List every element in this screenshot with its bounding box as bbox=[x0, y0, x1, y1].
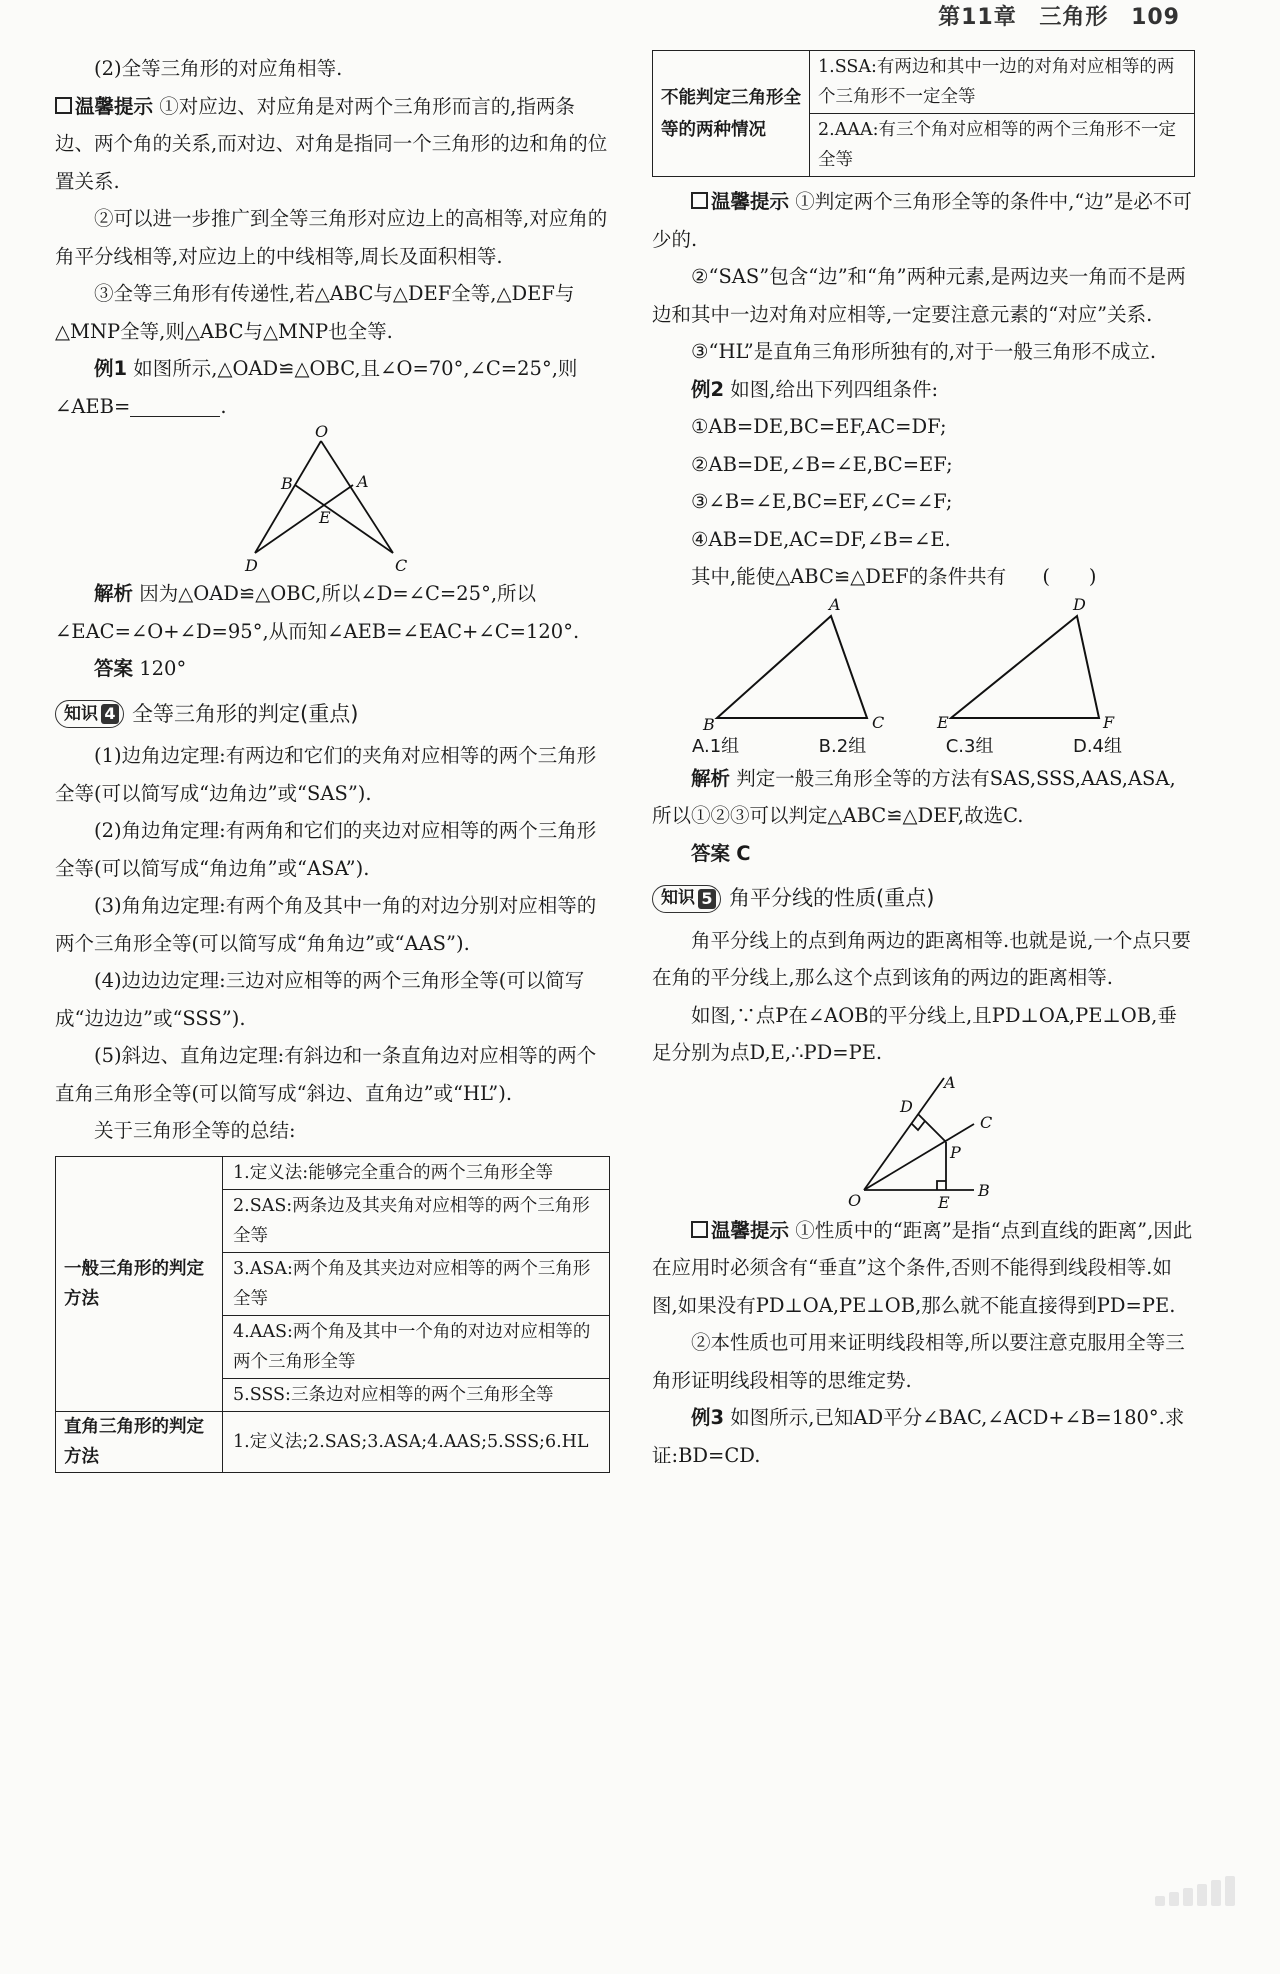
option-b: B.2组 bbox=[818, 735, 867, 757]
table-cell: 2.SAS:两条边及其夹角对应相等的两个三角形全等 bbox=[223, 1189, 610, 1252]
tip-text: ③“HL”是直角三角形所独有的,对于一般三角形不成立. bbox=[691, 340, 1157, 363]
example-label: 例1 bbox=[94, 357, 128, 380]
rule-hl: (5)斜边、直角边定理:有斜边和一条直角边对应相等的两个直角三角形全等(可以简写成“斜边、直角边”或“HL”). bbox=[55, 1044, 597, 1105]
tip-text: ②可以进一步推广到全等三角形对应边上的高相等,对应角的角平分线相等,对应边上的中线相等,周长及面积相等. bbox=[55, 207, 608, 268]
condition-2: ②AB=DE,∠B=∠E,BC=EF; bbox=[691, 452, 953, 476]
example-label: 例2 bbox=[691, 377, 725, 401]
section-heading-4 bbox=[55, 696, 610, 734]
tip-box-icon bbox=[691, 192, 708, 209]
left-column bbox=[55, 50, 610, 1473]
example-text: 如图所示,已知AD平分∠BAC,∠ACD+∠B=180°.求证:BD=CD. bbox=[652, 1406, 1185, 1467]
paragraph: 如图,∵点P在∠AOB的平分线上,且PD⊥OA,PE⊥OB,垂足分别为点D,E,∴PD=PE. bbox=[652, 1003, 1177, 1064]
tip-text: ②本性质也可用来证明线段相等,所以要注意克服用全等三角形证明线段相等的思维定势. bbox=[652, 1331, 1185, 1392]
chapter-label: 第11章 bbox=[938, 5, 1017, 30]
right-angle-mark-e bbox=[937, 1181, 946, 1190]
point-label-e: E bbox=[936, 712, 949, 732]
answer-label: 答案 bbox=[94, 657, 134, 680]
condition-4: ④AB=DE,AC=DF,∠B=∠E. bbox=[691, 527, 951, 551]
segment-pd bbox=[918, 1114, 946, 1142]
point-label-e: E bbox=[937, 1192, 950, 1212]
rule-sas: (1)边角边定理:有两边和它们的夹角对应相等的两个三角形全等(可以简写成“边角边”或“SAS”). bbox=[55, 744, 597, 805]
figure-triangles-ex2 bbox=[689, 596, 1159, 734]
point-label-o: O bbox=[314, 425, 328, 441]
point-label-a: A bbox=[943, 1072, 956, 1092]
non-congruent-table bbox=[652, 50, 1195, 177]
point-label-c: C bbox=[871, 712, 884, 732]
point-label-d: D bbox=[1072, 595, 1086, 614]
tip-text: ①性质中的“距离”是指“点到直线的距离”,因此在应用时必须含有“垂直”这个条件,否则不能得到线段相等.如图,如果没有PD⊥OA,PE⊥OB,那么就不能直接得到PD=PE. bbox=[652, 1218, 1193, 1317]
answer-value: C bbox=[736, 841, 751, 865]
tip-label: 温馨提示 bbox=[55, 95, 153, 118]
option-a: A.1组 bbox=[692, 735, 740, 757]
point-label-b: B bbox=[280, 474, 293, 493]
section-number: 4 bbox=[101, 704, 119, 724]
question-text: 其中,能使△ABC≌△DEF的条件共有 bbox=[691, 565, 1007, 588]
rule-aas: (3)角角边定理:有两个角及其中一角的对边分别对应相等的两个三角形全等(可以简写成“角角边”或“AAS”). bbox=[55, 894, 597, 955]
paragraph: 角平分线上的点到角两边的距离相等.也就是说,一个点只要在角的平分线上,那么这个点到该角的两边的距离相等. bbox=[652, 928, 1191, 989]
section-tag: 知识 4 bbox=[55, 700, 124, 728]
answer-paren: ( ) bbox=[1042, 565, 1097, 588]
point-label-o: O bbox=[847, 1190, 861, 1210]
section-heading-5 bbox=[652, 880, 1195, 918]
tip-text: ②“SAS”包含“边”和“角”两种元素,是两边夹一角而不是两边和其中一边对角对应相等,一定要注意元素的“对应”关系. bbox=[652, 265, 1186, 326]
summary-intro: 关于三角形全等的总结: bbox=[94, 1119, 296, 1142]
answer-label: 答案 bbox=[691, 841, 731, 865]
solution-label: 解析 bbox=[691, 766, 731, 790]
table-header-cannot-judge: 不能判定三角形全等的两种情况 bbox=[653, 51, 810, 177]
point-label-b: B bbox=[977, 1180, 990, 1200]
point-label-b: B bbox=[702, 714, 715, 734]
right-column bbox=[652, 50, 1195, 1474]
solution bbox=[55, 575, 610, 650]
tip-paragraph bbox=[652, 1212, 1195, 1325]
solution-label: 解析 bbox=[94, 582, 134, 605]
table-cell: 4.AAS:两个角及其中一个角的对边对应相等的两个三角形全等 bbox=[223, 1315, 610, 1378]
point-label-e: E bbox=[318, 508, 331, 527]
rule-sss: (4)边边边定理:三边对应相等的两个三角形全等(可以简写成“边边边”或“SSS”). bbox=[55, 969, 585, 1030]
paragraph: (2)全等三角形的对应角相等. bbox=[94, 57, 343, 80]
option-d: D.4组 bbox=[1072, 735, 1122, 757]
point-label-c: C bbox=[394, 556, 407, 575]
point-label-p: P bbox=[949, 1142, 961, 1162]
condition-3: ③∠B=∠E,BC=EF,∠C=∠F; bbox=[691, 490, 953, 513]
section-tag: 知识 5 bbox=[652, 885, 721, 913]
section-number: 5 bbox=[698, 889, 716, 909]
example-question bbox=[652, 371, 1195, 409]
summary-table bbox=[55, 1156, 610, 1473]
triangle-def bbox=[951, 616, 1099, 718]
tip-paragraph bbox=[55, 88, 610, 201]
example-text: 如图,给出下列四组条件: bbox=[730, 377, 939, 401]
example-text: 如图所示,△OAD≌△OBC,且∠O=70°,∠C=25°,则∠AEB= bbox=[55, 357, 578, 418]
segment-da bbox=[255, 485, 353, 553]
answer-blank bbox=[130, 396, 220, 417]
answer bbox=[55, 650, 610, 688]
solution-text: 判定一般三角形全等的方法有SAS,SSS,AAS,ASA,所以①②③可以判定△ABC≌△DEF,故选C. bbox=[652, 766, 1176, 827]
point-label-a: A bbox=[828, 595, 841, 614]
figure-triangles-ex1 bbox=[233, 425, 433, 575]
figure-angle-bisector bbox=[834, 1072, 1014, 1212]
corner-decoration bbox=[1155, 1876, 1235, 1906]
tip-label: 温馨提示 bbox=[691, 190, 789, 213]
answer-value: 120° bbox=[139, 657, 187, 680]
example-question bbox=[652, 1399, 1195, 1474]
option-c: C.3组 bbox=[945, 735, 994, 757]
tip-label: 温馨提示 bbox=[691, 1219, 789, 1242]
tip-paragraph bbox=[652, 183, 1195, 258]
section-title: 全等三角形的判定(重点) bbox=[132, 701, 359, 726]
tip-text: ①判定两个三角形全等的条件中,“边”是必不可少的. bbox=[652, 190, 1192, 251]
rule-asa: (2)角边角定理:有两角和它们的夹边对应相等的两个三角形全等(可以简写成“角边角”或“ASA”). bbox=[55, 819, 597, 880]
answer bbox=[652, 835, 1195, 873]
table-cell: 5.SSS:三条边对应相等的两个三角形全等 bbox=[223, 1378, 610, 1411]
point-label-d: D bbox=[899, 1096, 913, 1116]
table-cell: 2.AAA:有三个角对应相等的两个三角形不一定全等 bbox=[810, 114, 1195, 177]
solution bbox=[652, 760, 1195, 835]
triangle-abc bbox=[717, 616, 867, 718]
solution-text: 因为△OAD≌△OBC,所以∠D=∠C=25°,所以∠EAC=∠O+∠D=95°,从而知∠AEB=∠EAC+∠C=120°. bbox=[55, 582, 580, 643]
page-header bbox=[924, 0, 1180, 34]
example-label: 例3 bbox=[691, 1406, 725, 1429]
tip-box-icon bbox=[55, 97, 72, 114]
table-cell: 1.SSA:有两边和其中一边的对角对应相等的两个三角形不一定全等 bbox=[810, 51, 1195, 114]
example-question bbox=[55, 350, 610, 425]
table-cell: 1.定义法;2.SAS;3.ASA;4.AAS;5.SSS;6.HL bbox=[223, 1411, 610, 1472]
section-title: 角平分线的性质(重点) bbox=[729, 886, 935, 910]
table-cell: 3.ASA:两个角及其夹边对应相等的两个三角形全等 bbox=[223, 1252, 610, 1315]
tip-text: ③全等三角形有传递性,若△ABC与△DEF全等,△DEF与△MNP全等,则△ABC与△MNP也全等. bbox=[55, 282, 575, 343]
table-cell: 1.定义法:能够完全重合的两个三角形全等 bbox=[223, 1156, 610, 1189]
page-number: 109 bbox=[1131, 5, 1180, 30]
point-label-d: D bbox=[244, 556, 258, 575]
point-label-c: C bbox=[979, 1112, 992, 1132]
question-line bbox=[652, 558, 1195, 596]
point-label-f: F bbox=[1102, 712, 1114, 732]
tip-box-icon bbox=[691, 1221, 708, 1238]
table-header-general: 一般三角形的判定方法 bbox=[56, 1156, 223, 1411]
tip-text: ①对应边、对应角是对两个三角形而言的,指两条边、两个角的关系,而对边、对角是指同一个三角形的边和角的位置关系. bbox=[55, 94, 608, 193]
point-label-a: A bbox=[356, 472, 369, 491]
ray-oa bbox=[864, 1078, 944, 1190]
chapter-topic: 三角形 bbox=[1039, 5, 1109, 30]
answer-options bbox=[692, 734, 1122, 760]
condition-1: ①AB=DE,BC=EF,AC=DF; bbox=[691, 415, 947, 438]
segment-cb bbox=[295, 485, 393, 553]
example-text-end: . bbox=[220, 394, 227, 418]
segment-oc bbox=[321, 441, 393, 553]
table-header-right-triangle: 直角三角形的判定方法 bbox=[56, 1411, 223, 1472]
